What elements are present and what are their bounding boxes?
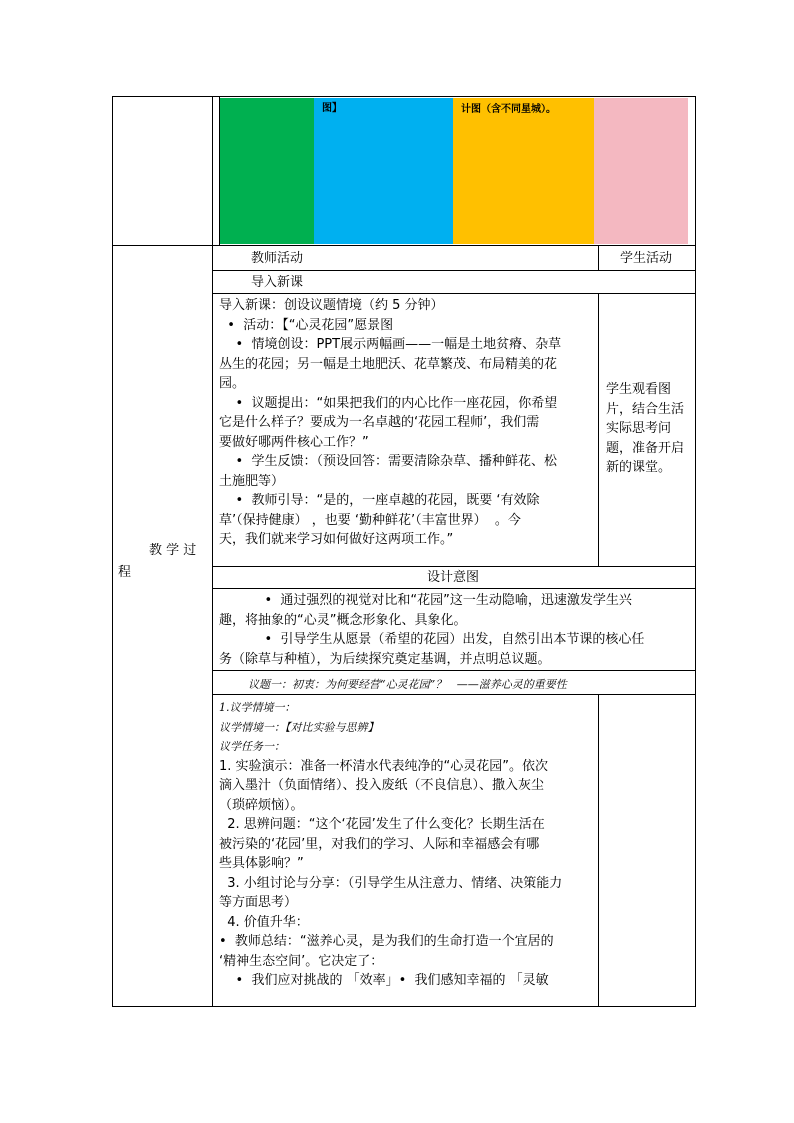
orange-block <box>453 98 594 244</box>
pink-block <box>594 98 688 244</box>
table-border-top <box>112 96 696 97</box>
green-block <box>220 98 314 244</box>
left-label-line2: 程 <box>118 565 132 580</box>
table-border-bottom <box>112 1006 696 1007</box>
table-border-right <box>695 96 696 1007</box>
blue-block-text: 图】 <box>322 103 342 114</box>
blue-block <box>314 98 453 244</box>
orange-block-text: 计图（含不同星城）。 <box>461 104 556 115</box>
topic-one-title: 议题一：初衷：为何要经营“心灵花园”？ ——滋养心灵的重要性 <box>248 678 567 691</box>
teacher-activity-header: 教师活动 <box>251 251 304 266</box>
student-column-divider <box>598 246 599 271</box>
intro-header: 导入新课 <box>251 275 304 290</box>
table-border-left <box>112 96 113 1007</box>
left-column-divider <box>212 96 213 1007</box>
student-activity-header: 学生活动 <box>620 251 673 266</box>
design-intent-header: 设计意图 <box>427 570 480 585</box>
left-label-line1: 教 学 过 <box>149 543 197 558</box>
